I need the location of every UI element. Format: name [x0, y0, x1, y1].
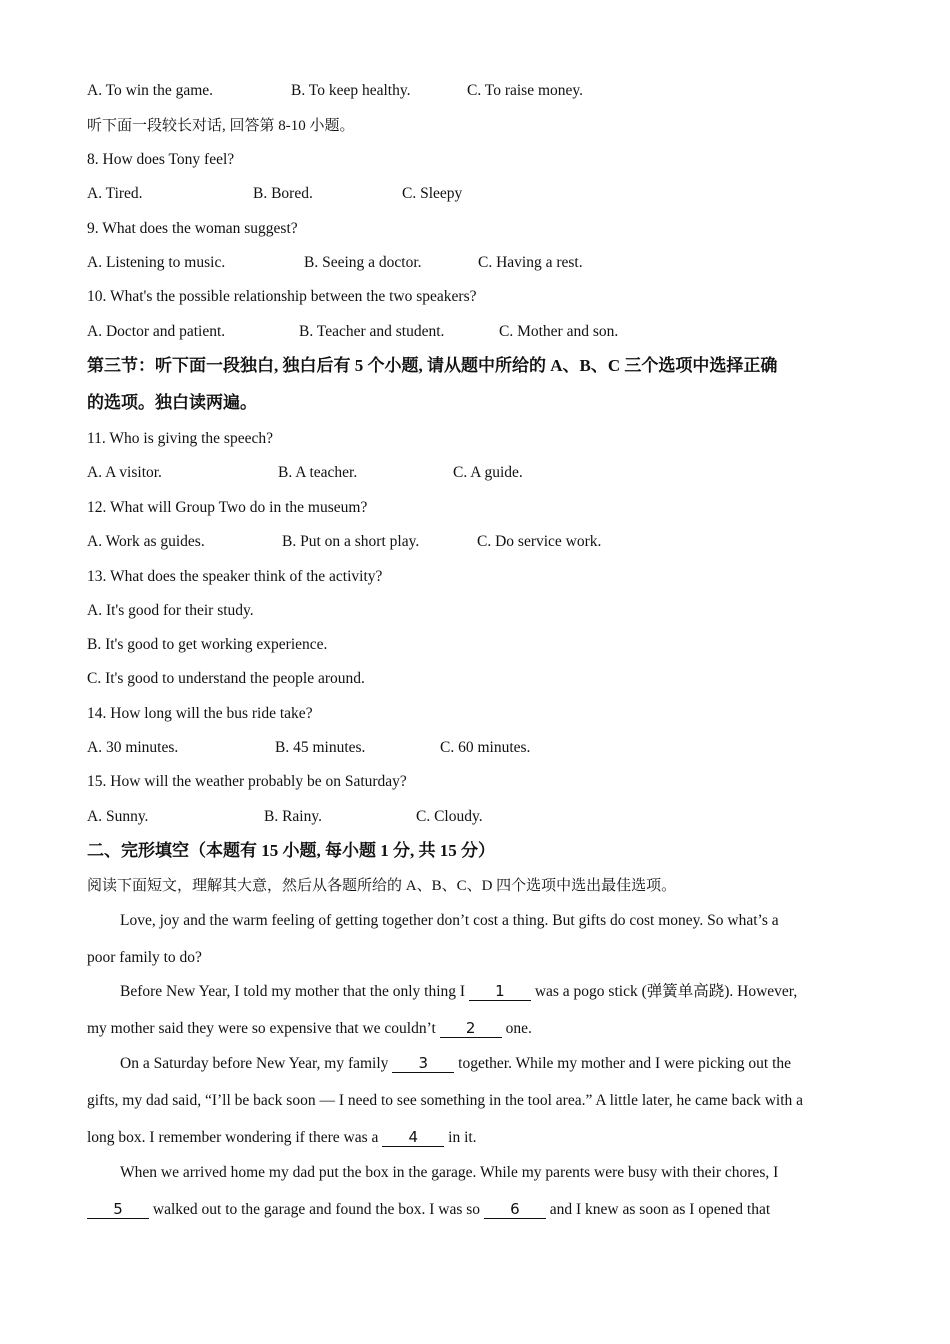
- q14-option-c: C. 60 minutes.: [440, 739, 531, 756]
- q15-option-b: B. Rainy.: [264, 808, 322, 825]
- section3-heading-line1: 第三节：听下面一段独白, 独白后有 5 个小题, 请从题中所给的 A、B、C 三个选项中选择正确: [87, 356, 778, 375]
- passage-text: On a Saturday before New Year, my family: [120, 1055, 393, 1072]
- passage-text: was a pogo stick (弹簧单高跷). However,: [530, 983, 798, 1000]
- q9-option-c: C. Having a rest.: [478, 254, 583, 271]
- passage-p1-line2: poor family to do?: [87, 949, 202, 966]
- passage-p3-line2: gifts, my dad said, “I’ll be back soon — I need to see something in the tool area.” A little later, he came back with a: [87, 1092, 804, 1109]
- q7-option-c: C. To raise money.: [467, 82, 584, 99]
- instruction-8-10: 听下面一段较长对话, 回答第 8-10 小题。: [87, 118, 355, 134]
- q10-option-b: B. Teacher and student.: [299, 323, 445, 340]
- cloze-blank-3[interactable]: 3: [392, 1054, 454, 1073]
- q8-option-a: A. Tired.: [87, 185, 143, 202]
- q11-stem: 11. Who is giving the speech?: [87, 430, 273, 447]
- passage-p1-line1: Love, joy and the warm feeling of getting together don’t cost a thing. But gifts do cost money. So what’s a: [120, 912, 779, 929]
- q9-stem: 9. What does the woman suggest?: [87, 220, 298, 237]
- passage-text: long box. I remember wondering if there was a: [87, 1129, 383, 1146]
- passage-text: and I knew as soon as I opened that: [545, 1201, 771, 1218]
- q12-stem: 12. What will Group Two do in the museum?: [87, 499, 368, 516]
- passage-text: in it.: [444, 1129, 477, 1146]
- passage-p4-line2: [87, 1200, 770, 1220]
- passage-p4-line1: When we arrived home my dad put the box in the garage. While my parents were busy with their chores, I: [120, 1164, 779, 1181]
- passage-text: walked out to the garage and found the box. I was so: [149, 1201, 484, 1218]
- q8-option-c: C. Sleepy: [402, 185, 463, 202]
- passage-p3-line1: [120, 1054, 791, 1074]
- q8-stem: 8. How does Tony feel?: [87, 151, 235, 168]
- q12-option-c: C. Do service work.: [477, 533, 602, 550]
- cloze-blank-2[interactable]: 2: [440, 1019, 502, 1038]
- part2-instruction: 阅读下面短文，理解其大意，然后从各题所给的 A、B、C、D 四个选项中选出最佳选项。: [87, 878, 677, 894]
- q11-option-c: C. A guide.: [453, 464, 523, 481]
- q13-option-b: B. It's good to get working experience.: [87, 636, 328, 653]
- part2-title: 二、完形填空（本题有 15 小题, 每小题 1 分, 共 15 分）: [87, 841, 495, 860]
- passage-text: one.: [501, 1020, 532, 1037]
- cloze-blank-4[interactable]: 4: [382, 1128, 444, 1147]
- q11-option-b: B. A teacher.: [278, 464, 358, 481]
- q8-option-b: B. Bored.: [253, 185, 313, 202]
- q14-option-a: A. 30 minutes.: [87, 739, 179, 756]
- section3-heading-line2: 的选项。独白读两遍。: [87, 393, 257, 412]
- q7-option-b: B. To keep healthy.: [291, 82, 411, 99]
- q12-option-a: A. Work as guides.: [87, 533, 205, 550]
- q13-option-c: C. It's good to understand the people around.: [87, 670, 365, 687]
- q15-option-c: C. Cloudy.: [416, 808, 483, 825]
- q13-stem: 13. What does the speaker think of the activity?: [87, 568, 383, 585]
- q10-option-c: C. Mother and son.: [499, 323, 619, 340]
- passage-text: Before New Year, I told my mother that the only thing I: [120, 983, 469, 1000]
- q10-option-a: A. Doctor and patient.: [87, 323, 226, 340]
- q7-option-a: A. To win the game.: [87, 82, 214, 99]
- q11-option-a: A. A visitor.: [87, 464, 162, 481]
- q15-option-a: A. Sunny.: [87, 808, 149, 825]
- passage-p2-line1: [120, 982, 797, 1002]
- q13-option-a: A. It's good for their study.: [87, 602, 254, 619]
- q14-stem: 14. How long will the bus ride take?: [87, 705, 313, 722]
- q15-stem: 15. How will the weather probably be on Saturday?: [87, 773, 407, 790]
- cloze-blank-6[interactable]: 6: [484, 1200, 546, 1219]
- passage-p3-line3: [87, 1128, 477, 1148]
- q9-option-b: B. Seeing a doctor.: [304, 254, 422, 271]
- passage-text: my mother said they were so expensive that we couldn’t: [87, 1020, 440, 1037]
- passage-p2-line2: [87, 1019, 532, 1039]
- q14-option-b: B. 45 minutes.: [275, 739, 366, 756]
- cloze-blank-5[interactable]: 5: [87, 1200, 149, 1219]
- cloze-blank-1[interactable]: 1: [469, 982, 531, 1001]
- q12-option-b: B. Put on a short play.: [282, 533, 420, 550]
- q9-option-a: A. Listening to music.: [87, 254, 226, 271]
- q10-stem: 10. What's the possible relationship between the two speakers?: [87, 288, 477, 305]
- passage-text: together. While my mother and I were picking out the: [454, 1055, 792, 1072]
